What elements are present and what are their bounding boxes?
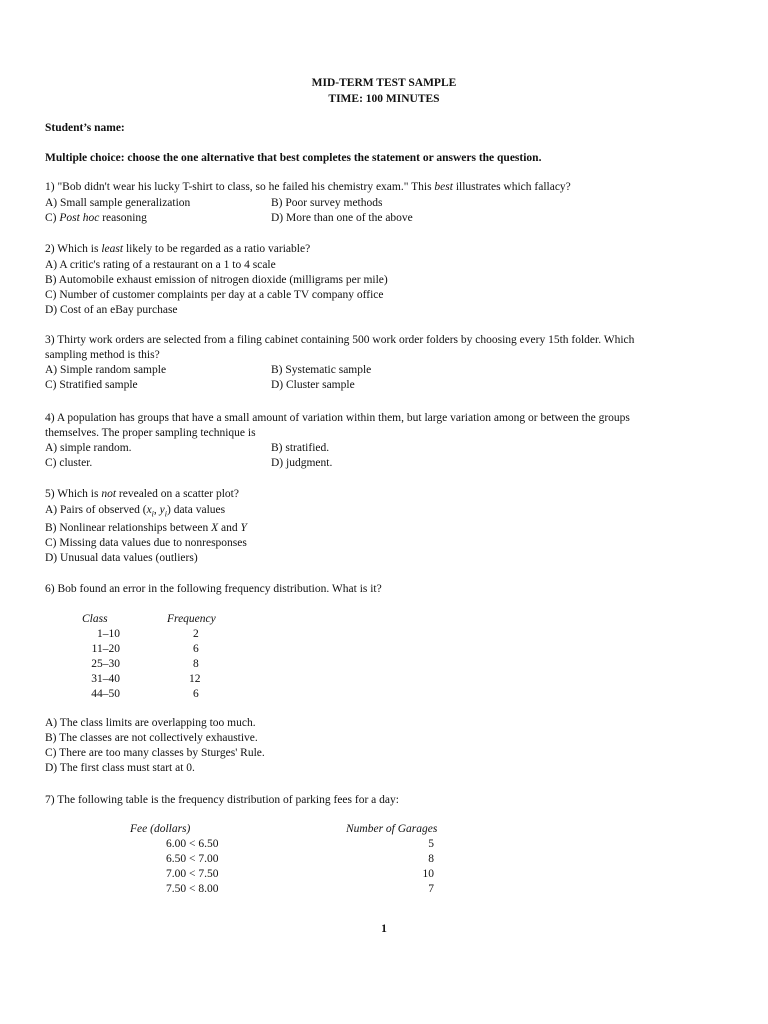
table-row-class: 25–30	[91, 658, 120, 670]
student-name-label: Student’s name:	[45, 122, 125, 134]
frequency-column-header: Frequency	[167, 613, 216, 625]
question-5-option-a: A) Pairs of observed ($x_i$, $y_i$) data values	[45, 504, 226, 519]
question-1-option-b: B) Poor survey methods	[271, 197, 383, 209]
fee-column-header: Fee (dollars)	[130, 823, 191, 835]
question-3-option-c: C) Stratified sample	[45, 379, 138, 391]
question-2-option-d: D) Cost of an eBay purchase	[45, 304, 178, 316]
table-row-fee: 7.00 < 7.50	[166, 868, 219, 880]
table-row-garages: 10	[422, 868, 434, 880]
question-7-stem: 7) The following table is the frequency distribution of parking fees for a day:	[45, 794, 399, 806]
table-row-class: 1–10	[97, 628, 120, 640]
table-row-class: 44–50	[91, 688, 120, 700]
question-6-option-c: C) There are too many classes by Sturges' Rule.	[45, 747, 265, 759]
question-2-option-a: A) A critic's rating of a restaurant on a 1 to 4 scale	[45, 259, 276, 271]
table-row-frequency: 12	[189, 673, 201, 685]
table-row-class: 31–40	[91, 673, 120, 685]
question-5-option-c: C) Missing data values due to nonresponses	[45, 537, 247, 549]
question-1-stem: 1) "Bob didn't wear his lucky T-shirt to class, so he failed his chemistry exam." This best illustrates which fallacy?	[45, 181, 571, 193]
table-row-garages: 8	[428, 853, 434, 865]
question-5-option-b: B) Nonlinear relationships between X and Y	[45, 522, 247, 534]
table-row-frequency: 2	[193, 628, 199, 640]
question-5-option-d: D) Unusual data values (outliers)	[45, 552, 198, 564]
question-5-stem: 5) Which is not revealed on a scatter plot?	[45, 488, 239, 500]
question-2-option-c: C) Number of customer complaints per day at a cable TV company office	[45, 289, 384, 301]
question-6-option-b: B) The classes are not collectively exhaustive.	[45, 732, 258, 744]
question-1-option-d: D) More than one of the above	[271, 212, 413, 224]
question-3-stem-line2: sampling method is this?	[45, 349, 160, 361]
question-6-option-d: D) The first class must start at 0.	[45, 762, 195, 774]
question-3-option-d: D) Cluster sample	[271, 379, 355, 391]
garages-column-header: Number of Garages	[346, 823, 438, 835]
table-row-frequency: 6	[193, 643, 199, 655]
question-4-stem-line2: themselves. The proper sampling technique is	[45, 427, 256, 439]
question-4-option-d: D) judgment.	[271, 457, 333, 469]
page-number: 1	[381, 923, 387, 935]
table-row-fee: 6.50 < 7.00	[166, 853, 219, 865]
table-row-frequency: 8	[193, 658, 199, 670]
table-row-frequency: 6	[193, 688, 199, 700]
question-2-option-b: B) Automobile exhaust emission of nitrogen dioxide (milligrams per mile)	[45, 274, 388, 286]
question-4-option-b: B) stratified.	[271, 442, 330, 454]
question-3-stem-line1: 3) Thirty work orders are selected from a filing cabinet containing 500 work order folders by choosing every 15th folder. Which	[45, 334, 635, 346]
question-3-option-b: B) Systematic sample	[271, 364, 372, 376]
class-column-header: Class	[82, 613, 108, 625]
table-row-fee: 6.00 < 6.50	[166, 838, 219, 850]
table-row-garages: 7	[428, 883, 434, 895]
instructions: Multiple choice: choose the one alternative that best completes the statement or answers the question.	[45, 152, 542, 164]
table-row-class: 11–20	[91, 643, 120, 655]
test-title: MID-TERM TEST SAMPLE	[311, 77, 457, 89]
question-2-stem: 2) Which is least likely to be regarded as a ratio variable?	[45, 243, 311, 255]
table-row-garages: 5	[428, 838, 434, 850]
question-4-stem-line1: 4) A population has groups that have a small amount of variation within them, but large variation among or between the groups	[45, 412, 630, 424]
question-6-option-a: A) The class limits are overlapping too much.	[45, 717, 256, 729]
question-4-option-c: C) cluster.	[45, 457, 93, 469]
question-6-stem: 6) Bob found an error in the following frequency distribution. What is it?	[45, 583, 382, 595]
question-3-option-a: A) Simple random sample	[45, 364, 167, 376]
question-1-option-a: A) Small sample generalization	[45, 197, 191, 209]
question-4-option-a: A) simple random.	[45, 442, 132, 454]
test-time: TIME: 100 MINUTES	[328, 93, 440, 105]
table-row-fee: 7.50 < 8.00	[166, 883, 219, 895]
question-1-option-c: C) Post hoc reasoning	[45, 212, 147, 224]
